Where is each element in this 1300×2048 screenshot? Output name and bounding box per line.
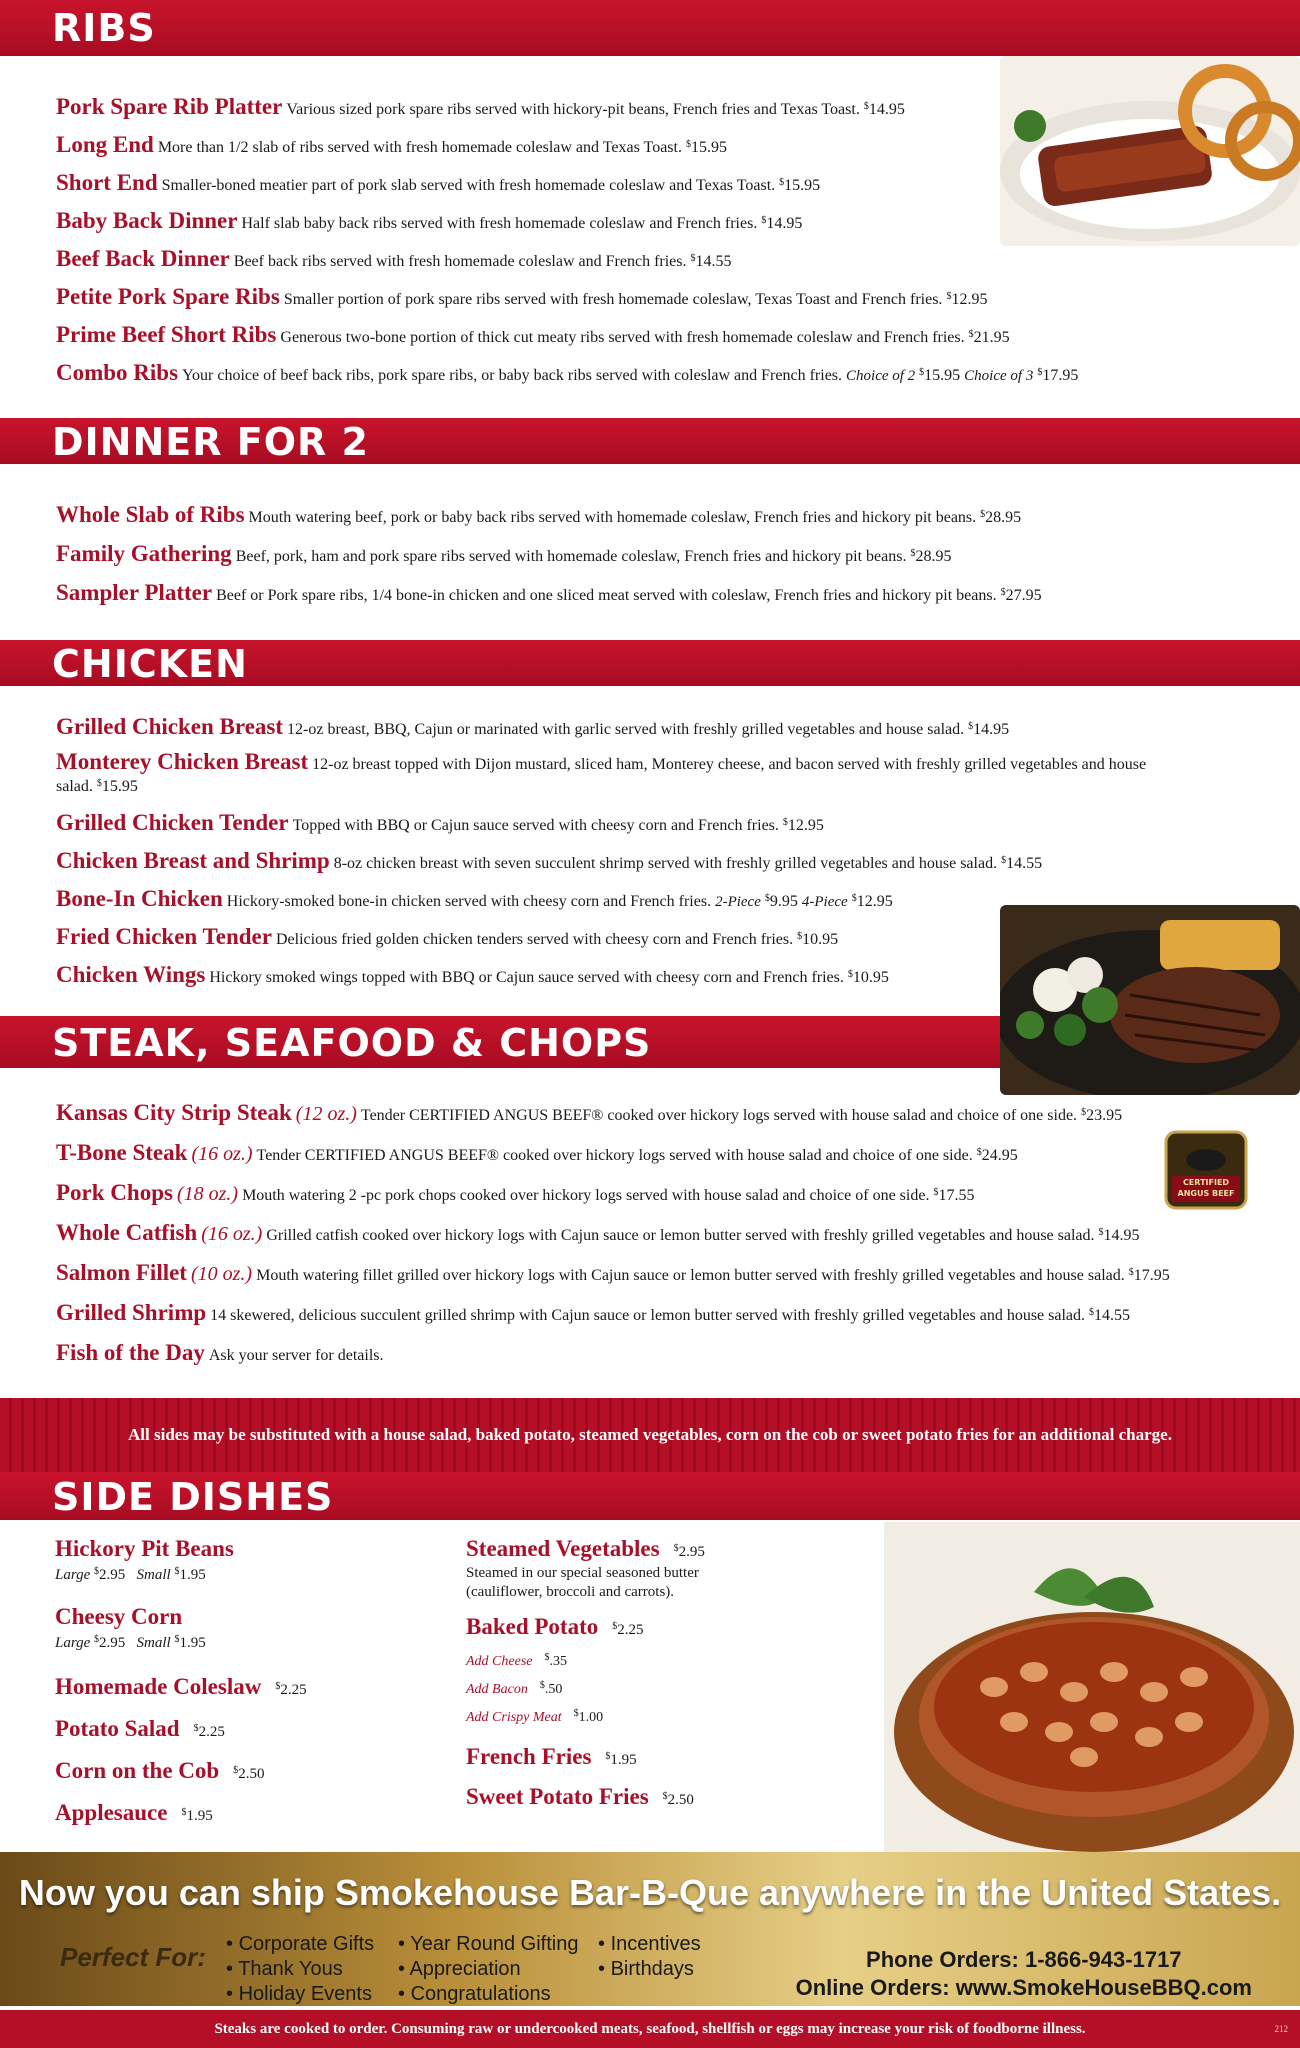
section-title: STEAK, SEAFOOD & CHOPS — [52, 1021, 652, 1065]
section-header-chicken — [0, 640, 1300, 686]
item-description: Ask your server for details. — [208, 1347, 384, 1364]
item-description: 8-oz chicken breast with seven succulent shrimp served with freshly grilled vegetables and house salad. — [333, 855, 998, 872]
item-price: $10.95 — [847, 969, 889, 986]
item-description: (cauliflower, broccoli and carrots). — [466, 1584, 675, 1600]
menu-item — [56, 886, 893, 912]
item-price: $15.95 — [919, 367, 961, 384]
disclaimer-text: Steaks are cooked to order. Consuming raw or undercooked meats, seafood, shellfish or eggs may increase your risk of foodborne illness. — [214, 2020, 1086, 2037]
side-item — [466, 1784, 694, 1810]
add-on-price: $1.00 — [573, 1708, 604, 1725]
item-description: Smaller portion of pork spare ribs served with fresh homemade coleslaw, Texas Toast and French fries. — [283, 291, 943, 308]
item-weight: (16 oz.) — [191, 1143, 253, 1165]
substitution-text: All sides may be substituted with a house salad, baked potato, steamed vegetables, corn on the cob or sweet potato fries for an additional charge. — [128, 1425, 1172, 1444]
item-name: Pork Chops — [56, 1180, 173, 1205]
menu-item — [56, 848, 1042, 874]
online-orders[interactable]: Online Orders: www.SmokeHouseBBQ.com — [795, 1975, 1252, 2000]
item-name: Applesauce — [55, 1800, 168, 1825]
item-price: $1.95 — [181, 1807, 213, 1824]
side-item — [55, 1604, 206, 1652]
ribs-photo — [1000, 56, 1300, 246]
menu-item — [56, 1100, 1122, 1126]
page-number: 212 — [1274, 2024, 1288, 2034]
size-prices: Large $2.95 Small $1.95 — [55, 1566, 206, 1583]
item-description: 12-oz breast, BBQ, Cajun or marinated with garlic served with freshly grilled vegetables and house salad. — [287, 721, 965, 738]
occasion-item: • Holiday Events — [226, 1982, 374, 2007]
item-price: $14.55 — [1001, 855, 1043, 872]
menu-item — [56, 284, 987, 310]
item-price: $9.95 — [764, 893, 798, 910]
section-header-side-dishes — [0, 1472, 1300, 1520]
choice-label: Choice of 2 — [846, 368, 916, 384]
item-description: Hickory smoked wings topped with BBQ or Cajun sauce served with cheesy corn and French fries. — [209, 969, 844, 986]
item-name: Grilled Shrimp — [56, 1300, 207, 1325]
perfect-for-label: Perfect For: — [60, 1942, 206, 1972]
item-name: Steamed Vegetables — [466, 1536, 660, 1561]
item-description: Beef back ribs served with fresh homemade coleslaw and French fries. — [233, 253, 687, 270]
item-price: $27.95 — [1000, 587, 1042, 604]
item-price: $2.25 — [275, 1681, 307, 1698]
item-name: T-Bone Steak — [56, 1140, 188, 1165]
beans-photo — [884, 1522, 1300, 1852]
item-name: Cheesy Corn — [55, 1604, 183, 1629]
menu-item — [56, 246, 732, 272]
menu-item — [56, 170, 820, 196]
item-name: Grilled Chicken Breast — [56, 714, 284, 739]
item-description: Various sized pork spare ribs served with hickory-pit beans, French fries and Texas Toast. — [286, 101, 860, 118]
item-name: Potato Salad — [55, 1716, 180, 1741]
menu-item — [56, 541, 951, 567]
item-name: Sweet Potato Fries — [466, 1784, 649, 1809]
item-name: Beef Back Dinner — [56, 246, 230, 271]
item-description: Tender CERTIFIED ANGUS BEEF® cooked over hickory logs served with house salad and choice of one side. — [360, 1107, 1078, 1124]
occasion-item: • Congratulations — [398, 1982, 578, 2007]
section-title: SIDE DISHES — [52, 1475, 334, 1519]
item-name: Short End — [56, 170, 158, 195]
item-price: $2.95 — [673, 1543, 705, 1560]
occasion-item: • Appreciation — [398, 1957, 578, 1982]
item-price: $17.55 — [933, 1187, 975, 1204]
item-price: $28.95 — [980, 509, 1022, 526]
item-price: $14.95 — [968, 721, 1010, 738]
item-price: $14.55 — [690, 253, 732, 270]
menu-item — [56, 1340, 384, 1366]
item-price: $28.95 — [910, 548, 952, 565]
item-description: Mouth watering 2 -pc pork chops cooked over hickory logs served with house salad and choice of one side. — [242, 1187, 930, 1204]
item-description: Tender CERTIFIED ANGUS BEEF® cooked over hickory logs served with house salad and choice of one side. — [256, 1147, 973, 1164]
item-name: Prime Beef Short Ribs — [56, 322, 277, 347]
item-name: Combo Ribs — [56, 360, 179, 385]
add-on — [466, 1652, 567, 1670]
item-name: Whole Slab of Ribs — [56, 502, 245, 527]
size-prices: Large $2.95 Small $1.95 — [55, 1634, 206, 1651]
item-description: Generous two-bone portion of thick cut meaty ribs served with fresh homemade coleslaw and French fries. — [280, 329, 965, 346]
certified-angus-beef-badge — [1164, 1130, 1248, 1210]
item-price: $17.95 — [1128, 1267, 1170, 1284]
item-description: Hickory-smoked bone-in chicken served with cheesy corn and French fries. — [226, 893, 712, 910]
add-on-label: Add Crispy Meat — [466, 1710, 562, 1725]
menu-item — [56, 580, 1042, 606]
menu-item — [56, 132, 727, 158]
side-item — [55, 1800, 213, 1826]
footer-disclaimer — [0, 2010, 1300, 2048]
section-header-ribs — [0, 0, 1300, 56]
occasion-item: • Thank Yous — [226, 1957, 374, 1982]
item-description: Beef or Pork spare ribs, 1/4 bone-in chicken and one sliced meat served with coleslaw, French fries and hickory pit beans. — [216, 587, 997, 604]
item-name: Chicken Breast and Shrimp — [56, 848, 330, 873]
occasion-list — [598, 1932, 701, 1982]
item-price: $21.95 — [968, 329, 1010, 346]
item-weight: (10 oz.) — [190, 1263, 253, 1285]
item-description: Steamed in our special seasoned butter — [466, 1565, 699, 1581]
item-price: $15.95 — [685, 139, 727, 156]
section-header-dinner-for-2 — [0, 418, 1300, 464]
item-name: Bone-In Chicken — [56, 886, 223, 911]
item-price: $2.50 — [233, 1765, 265, 1782]
occasion-item: • Year Round Gifting — [398, 1932, 578, 1957]
item-weight: (18 oz.) — [176, 1183, 239, 1205]
menu-item — [56, 502, 1021, 528]
item-price: $14.95 — [863, 101, 905, 118]
item-price: $12.95 — [782, 817, 824, 834]
item-name: Pork Spare Rib Platter — [56, 94, 283, 119]
menu-item — [56, 1220, 1140, 1246]
side-item — [466, 1536, 705, 1602]
menu-item — [56, 1180, 974, 1206]
menu-item — [56, 962, 889, 988]
item-description: 14 skewered, delicious succulent grilled shrimp with Cajun sauce or lemon butter served with freshly grilled vegetables and house salad. — [210, 1307, 1086, 1324]
item-price: $15.95 — [96, 778, 138, 795]
item-description: Beef, pork, ham and pork spare ribs served with homemade coleslaw, French fries and hickory pit beans. — [235, 548, 907, 565]
item-name: Grilled Chicken Tender — [56, 810, 289, 835]
side-item — [466, 1614, 644, 1640]
item-name: Sampler Platter — [56, 580, 213, 605]
add-on-price: $.35 — [544, 1652, 567, 1669]
item-name: Chicken Wings — [56, 962, 206, 987]
item-price: $1.95 — [605, 1751, 637, 1768]
occasion-list — [398, 1932, 578, 2007]
item-price: $12.95 — [851, 893, 893, 910]
item-name: Salmon Fillet — [56, 1260, 187, 1285]
item-name: Kansas City Strip Steak — [56, 1100, 292, 1125]
substitution-note — [0, 1398, 1300, 1472]
menu-item — [56, 1300, 1130, 1326]
item-name: French Fries — [466, 1744, 592, 1769]
item-price: $10.95 — [797, 931, 839, 948]
choice-label: Choice of 3 — [964, 368, 1034, 384]
menu-item — [56, 924, 838, 950]
choice-label: 2-Piece — [715, 894, 761, 910]
item-name: Baby Back Dinner — [56, 208, 238, 233]
side-item — [55, 1536, 234, 1584]
item-name: Long End — [56, 132, 154, 157]
item-price: $14.95 — [761, 215, 803, 232]
item-name: Petite Pork Spare Ribs — [56, 284, 280, 309]
menu-item — [56, 360, 1078, 386]
menu-item — [56, 322, 1010, 348]
item-description: Mouth watering beef, pork or baby back ribs served with homemade coleslaw, French fries and hickory pit beans. — [248, 509, 977, 526]
item-price: $15.95 — [779, 177, 821, 194]
item-price: $17.95 — [1037, 367, 1079, 384]
item-price: $14.95 — [1098, 1227, 1140, 1244]
item-description: More than 1/2 slab of ribs served with fresh homemade coleslaw and Texas Toast. — [157, 139, 682, 156]
add-on-label: Add Cheese — [466, 1654, 533, 1669]
item-description: Topped with BBQ or Cajun sauce served with cheesy corn and French fries. — [292, 817, 779, 834]
item-name: Fried Chicken Tender — [56, 924, 272, 949]
item-description: Delicious fried golden chicken tenders served with cheesy corn and French fries. — [275, 931, 794, 948]
order-contact — [796, 1946, 1252, 2002]
add-on-label: Add Bacon — [466, 1682, 528, 1697]
menu-item — [56, 208, 802, 234]
menu-item — [56, 94, 905, 120]
shipping-headline: Now you can ship Smokehouse Bar-B-Que anywhere in the United States. — [18, 1872, 1282, 1913]
item-price: $14.55 — [1089, 1307, 1131, 1324]
item-description: Half slab baby back ribs served with fresh homemade coleslaw and French fries. — [241, 215, 758, 232]
item-name: Hickory Pit Beans — [55, 1536, 234, 1561]
shipping-banner — [0, 1852, 1300, 2006]
badge-text: ANGUS BEEF — [1177, 1189, 1235, 1198]
item-name: Corn on the Cob — [55, 1758, 220, 1783]
choice-label: 4-Piece — [801, 894, 848, 910]
item-price: $2.50 — [662, 1791, 694, 1808]
badge-text: CERTIFIED — [1182, 1178, 1230, 1187]
item-name: Monterey Chicken Breast — [56, 749, 309, 774]
add-on-price: $.50 — [539, 1680, 563, 1697]
menu-item — [56, 714, 1009, 740]
side-item — [466, 1744, 637, 1770]
item-description: Your choice of beef back ribs, pork spare ribs, or baby back ribs served with coleslaw and French fries. — [182, 367, 843, 384]
item-description: Grilled catfish cooked over hickory logs with Cajun sauce or lemon butter served with freshly grilled vegetables and house salad. — [266, 1227, 1095, 1244]
menu-item — [56, 1140, 1018, 1166]
add-on — [466, 1708, 603, 1726]
section-title: RIBS — [52, 6, 156, 50]
occasion-item: • Corporate Gifts — [226, 1932, 374, 1957]
steak-photo — [1000, 905, 1300, 1095]
section-title: DINNER FOR 2 — [52, 420, 369, 464]
item-price: $2.25 — [193, 1723, 225, 1740]
item-name: Fish of the Day — [56, 1340, 205, 1365]
add-on — [466, 1680, 562, 1698]
side-item — [55, 1674, 307, 1700]
item-price: $23.95 — [1081, 1107, 1123, 1124]
menu-item — [56, 810, 824, 836]
occasion-item: • Birthdays — [598, 1957, 701, 1982]
item-description: 12-oz breast topped with Dijon mustard, sliced ham, Monterey cheese, and bacon served with freshly grilled vegetables and house salad. — [56, 756, 1147, 795]
item-price: $24.95 — [976, 1147, 1018, 1164]
item-name: Family Gathering — [56, 541, 232, 566]
item-description: Mouth watering fillet grilled over hickory logs with Cajun sauce or lemon butter served with freshly grilled vegetables and house salad. — [256, 1267, 1125, 1284]
phone-orders: Phone Orders: 1-866-943-1717 — [866, 1947, 1182, 1972]
item-name: Baked Potato — [466, 1614, 599, 1639]
menu-item — [56, 749, 1176, 796]
item-name: Homemade Coleslaw — [55, 1674, 262, 1699]
item-name: Whole Catfish — [56, 1220, 198, 1245]
item-weight: (16 oz.) — [201, 1223, 263, 1245]
menu-item — [56, 1260, 1170, 1286]
item-price: $2.25 — [612, 1621, 644, 1638]
side-item — [55, 1758, 264, 1784]
occasion-item: • Incentives — [598, 1932, 701, 1957]
item-weight: (12 oz.) — [295, 1103, 357, 1125]
section-title: CHICKEN — [52, 642, 248, 686]
item-description: Smaller-boned meatier part of pork slab served with fresh homemade coleslaw and Texas Toast. — [161, 177, 776, 194]
side-item — [55, 1716, 225, 1742]
occasion-list — [226, 1932, 374, 2007]
item-price: $12.95 — [946, 291, 988, 308]
